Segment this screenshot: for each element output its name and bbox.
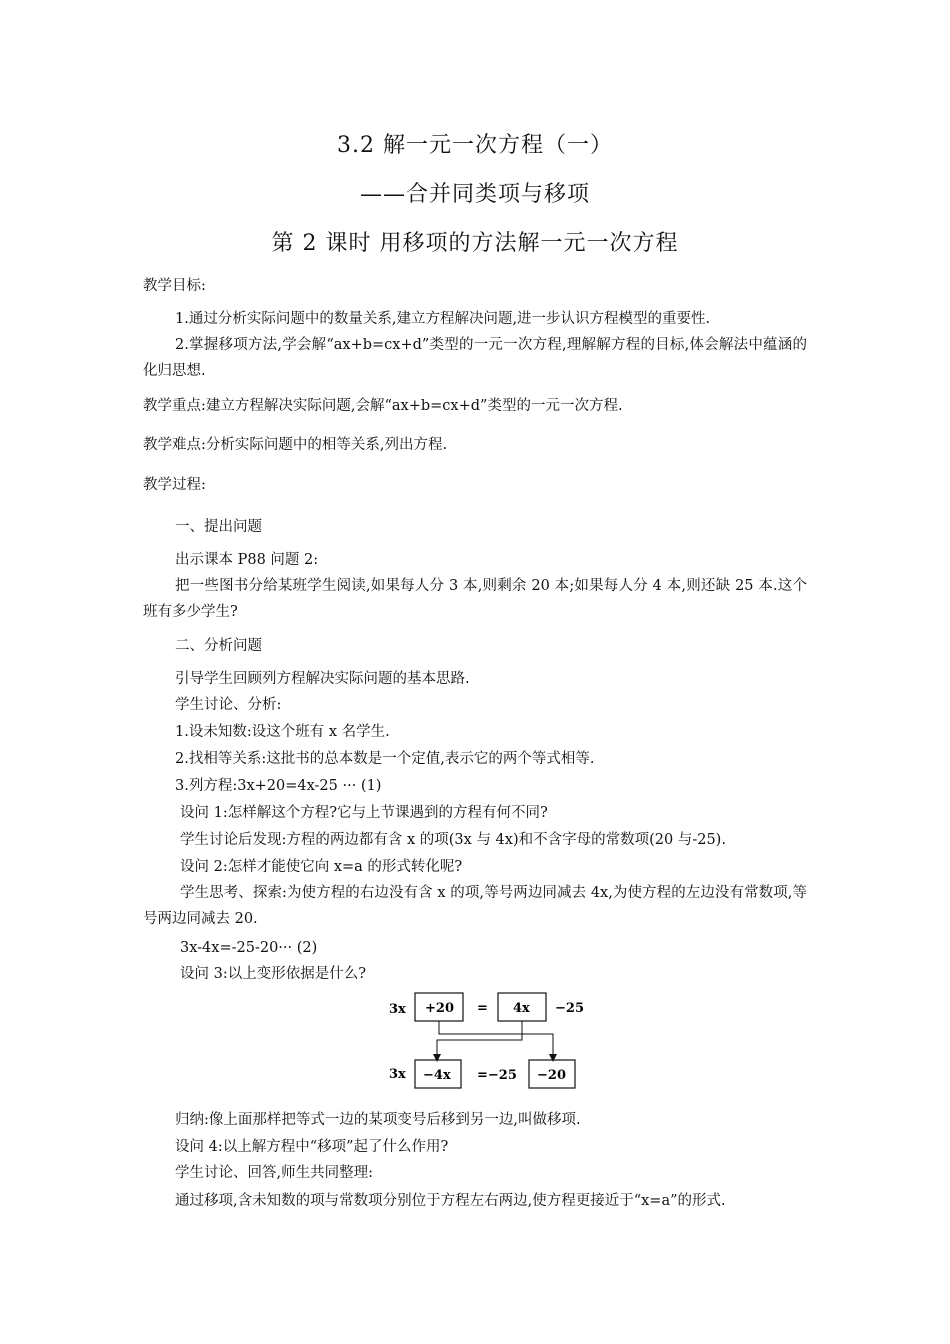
step-3: 3.列方程:3x+20=4x-25 ··· (1) — [175, 778, 382, 794]
student-finding: 学生讨论后发现:方程的两边都有含 x 的项(3x 与 4x)和不含字母的常数项(20 与-25). — [180, 832, 726, 848]
objectives-heading: 教学目标: — [143, 278, 206, 294]
diagram-top-box-1-text: +20 — [425, 1001, 454, 1016]
transposition-diagram — [385, 988, 585, 1090]
question-4: 设问 4:以上解方程中“移项”起了什么作用? — [175, 1139, 449, 1155]
title-lesson: 第 2 课时 用移项的方法解一元一次方程 — [271, 231, 679, 256]
title-subtitle: ——合并同类项与移项 — [359, 182, 590, 207]
step-1: 1.设未知数:设这个班有 x 名学生. — [175, 724, 390, 740]
objective-1: 1.通过分析实际问题中的数量关系,建立方程解决问题,进一步认识方程模型的重要性. — [175, 311, 711, 327]
diagram-top-box-2-text: 4x — [513, 1001, 530, 1016]
section2-discuss: 学生讨论、分析: — [175, 697, 282, 713]
step-2: 2.找相等关系:这批书的总本数是一个定值,表示它的两个等式相等. — [175, 751, 595, 767]
equation-2: 3x-4x=-25-20··· (2) — [180, 940, 318, 956]
section1-heading: 一、提出问题 — [175, 519, 262, 535]
diagram-top-left: 3x — [389, 1002, 406, 1017]
section1-intro: 出示课本 P88 问题 2: — [175, 552, 319, 568]
question-3: 设问 3:以上变形依据是什么? — [180, 966, 366, 982]
process-heading: 教学过程: — [143, 477, 206, 493]
section2-heading: 二、分析问题 — [175, 638, 262, 654]
student-thinking: 学生思考、探索:为使方程的右边没有含 x 的项,等号两边同减去 4x,为使方程的左边没有常数项,等号两边同减去 20. — [143, 885, 807, 927]
objective-2: 2.掌握移项方法,学会解“ax+b=cx+d”类型的一元一次方程,理解解方程的目标,体会解法中蕴涵的化归思想. — [143, 337, 807, 379]
title-main: 3.2 解一元一次方程（一） — [337, 133, 613, 158]
difficulty: 教学难点:分析实际问题中的相等关系,列出方程. — [143, 437, 448, 453]
organize: 学生讨论、回答,师生共同整理: — [175, 1165, 373, 1181]
diagram-top-equals: = — [477, 1001, 488, 1016]
summary: 归纳:像上面那样把等式一边的某项变号后移到另一边,叫做移项. — [175, 1112, 581, 1128]
arrow-move-4x — [437, 1021, 522, 1058]
diagram-bottom-left: 3x — [389, 1067, 406, 1082]
diagram-top-right: −25 — [555, 1001, 584, 1016]
section1-problem: 把一些图书分给某班学生阅读,如果每人分 3 本,则剩余 20 本;如果每人分 4 本,则还缺 25 本.这个班有多少学生? — [143, 578, 807, 620]
diagram-bottom-box-2-text: −20 — [537, 1068, 566, 1083]
conclusion: 通过移项,含未知数的项与常数项分别位于方程左右两边,使方程更接近于“x=a”的形式. — [175, 1193, 726, 1209]
section2-guide: 引导学生回顾列方程解决实际问题的基本思路. — [175, 671, 470, 687]
key-point: 教学重点:建立方程解决实际问题,会解“ax+b=cx+d”类型的一元一次方程. — [143, 398, 623, 414]
diagram-bottom-box-1-text: −4x — [423, 1068, 451, 1083]
question-1: 设问 1:怎样解这个方程?它与上节课遇到的方程有何不同? — [180, 805, 548, 821]
question-2: 设问 2:怎样才能使它向 x=a 的形式转化呢? — [180, 859, 463, 875]
diagram-bottom-mid: =−25 — [477, 1068, 517, 1083]
